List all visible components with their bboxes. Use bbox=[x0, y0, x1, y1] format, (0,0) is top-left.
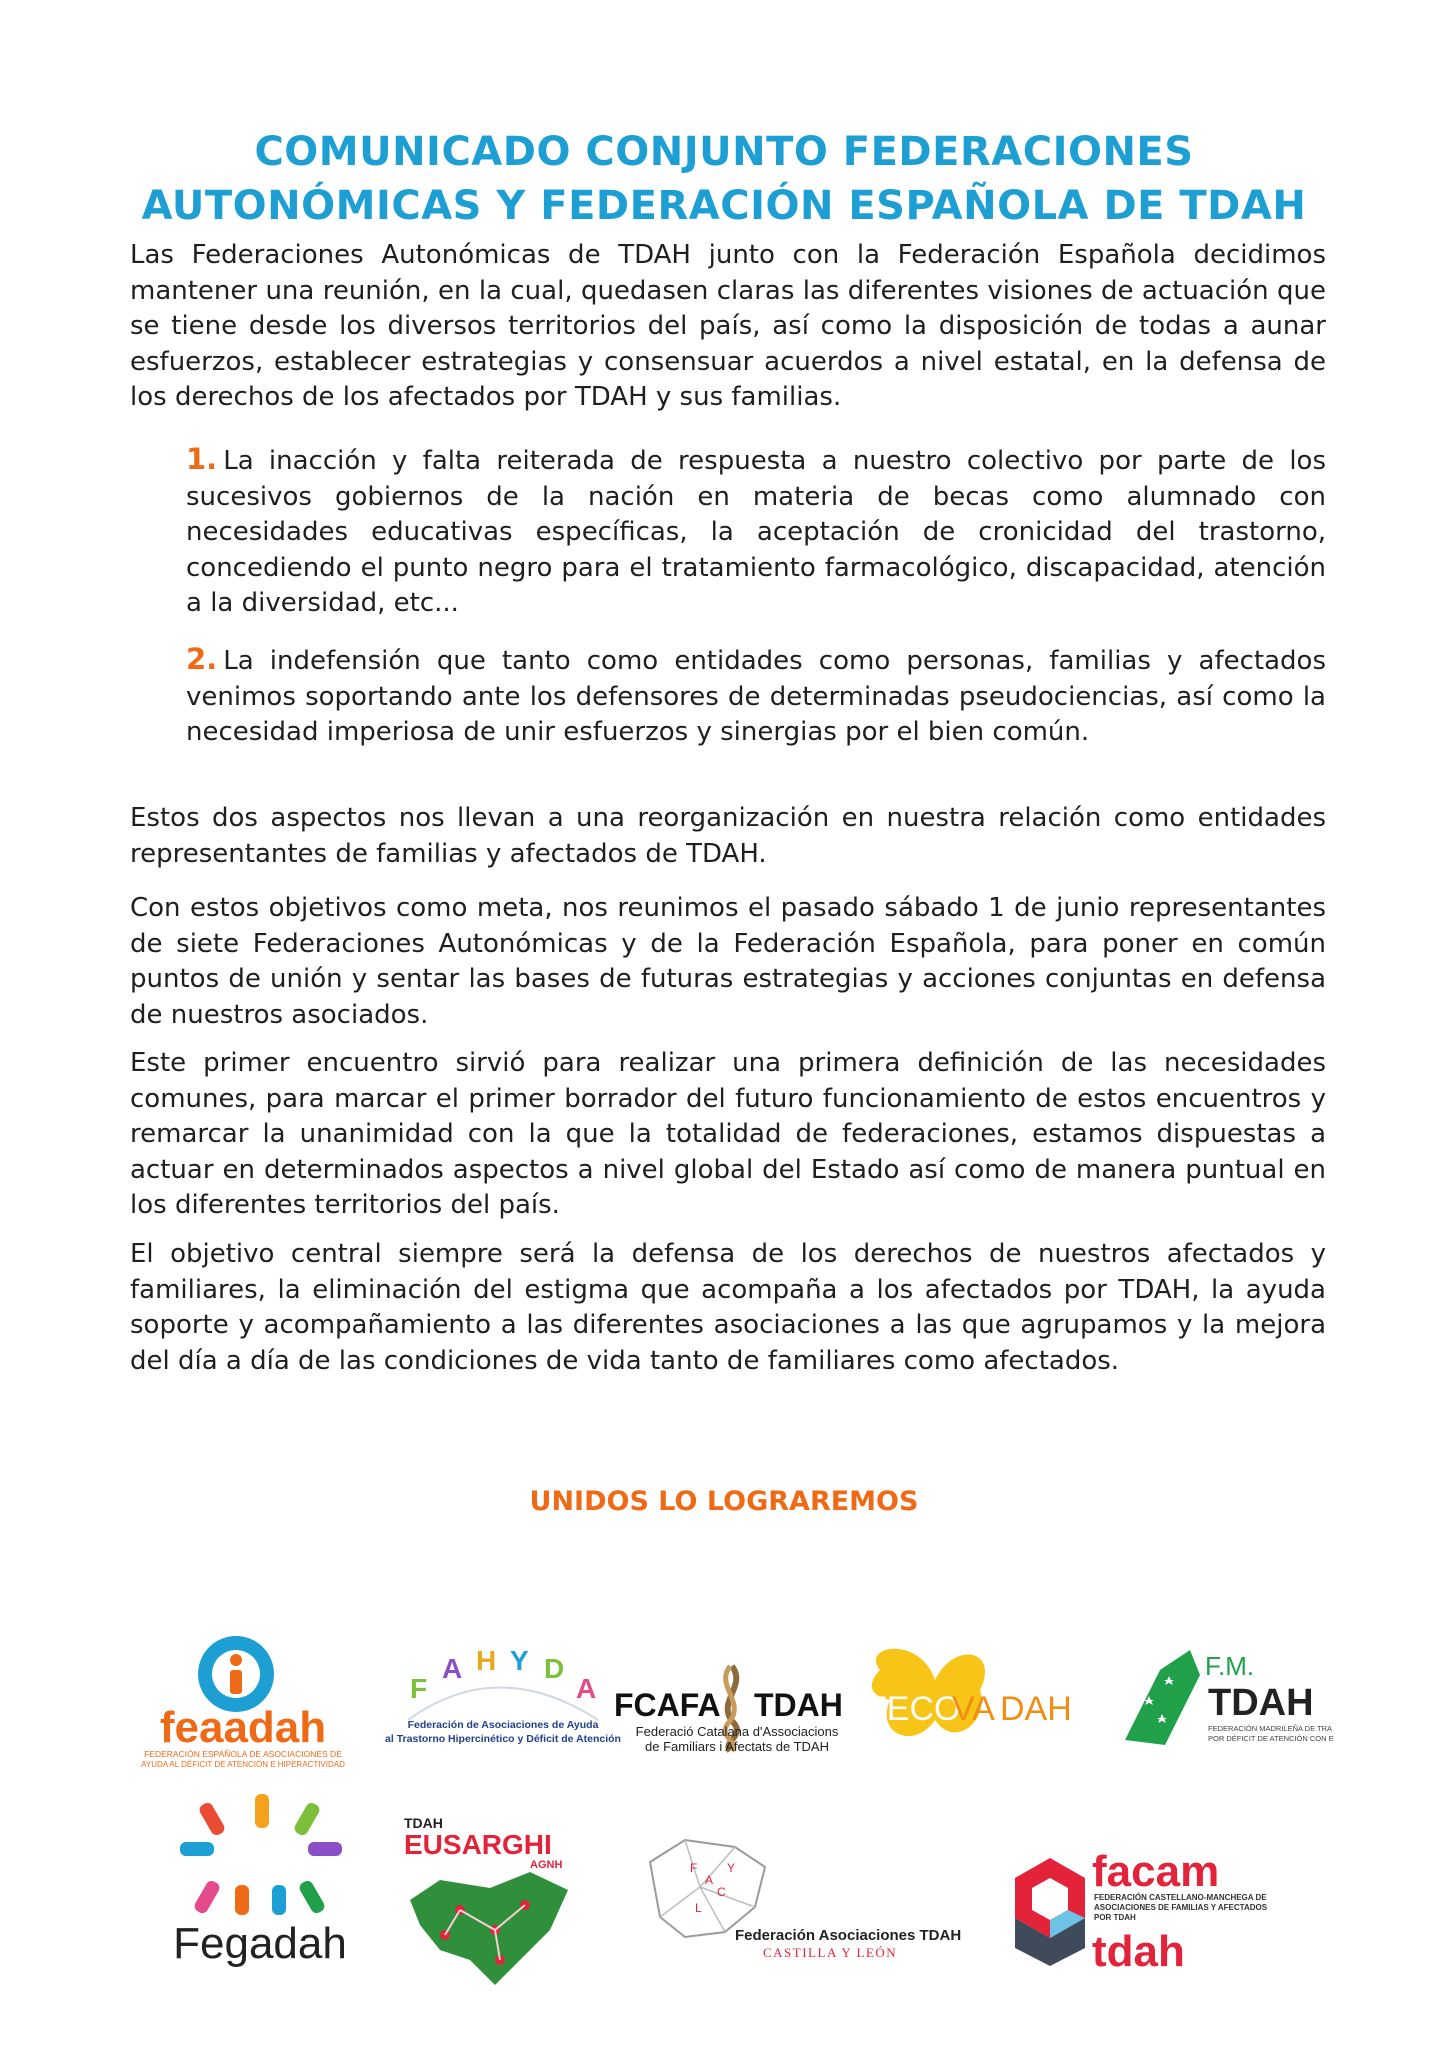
svg-text:Y: Y bbox=[727, 1861, 736, 1875]
svg-text:TDAH: TDAH bbox=[404, 1815, 443, 1831]
svg-text:F: F bbox=[410, 1673, 428, 1704]
fmtdah-logo bbox=[1120, 1645, 1334, 1755]
body-paragraph: Con estos objetivos como meta, nos reunimos el pasado sábado 1 de junio representantes de siete Federaciones Autonómicas y de la Federación Española, para poner en común puntos de unión y sentar las bases de futuras estrategias y acciones conjuntas en defensa de nuestros asociados. bbox=[130, 893, 1326, 1030]
feaadah-name: feaadah bbox=[159, 1703, 327, 1752]
title-line-2: AUTONÓMICAS Y FEDERACIÓN ESPAÑOLA DE TDAH bbox=[141, 183, 1307, 229]
svg-text:FECO: FECO bbox=[866, 1690, 961, 1728]
fecovadah-logo bbox=[860, 1640, 1110, 1760]
svg-text:Federació Catalana d'Associaci: Federació Catalana d'Associacions bbox=[635, 1724, 839, 1739]
madrid-map-icon bbox=[1125, 1650, 1200, 1745]
fahyda-logo bbox=[385, 1645, 621, 1760]
svg-text:A: A bbox=[705, 1873, 714, 1887]
body-paragraph: Estos dos aspectos nos llevan a una reorganización en nuestra relación como entidades representantes de familias y afectados de TDAH. bbox=[130, 803, 1326, 869]
svg-text:Federación de Asociaciones de: Federación de Asociaciones de Ayuda bbox=[407, 1719, 599, 1731]
svg-text:FEDERACIÓN ESPAÑOLA DE ASOCIAC: FEDERACIÓN ESPAÑOLA DE ASOCIACIONES DE bbox=[144, 1749, 342, 1759]
motto: UNIDOS LO LOGRAREMOS bbox=[529, 1486, 919, 1517]
svg-text:TDAH: TDAH bbox=[1208, 1682, 1314, 1724]
svg-text:Y: Y bbox=[510, 1645, 529, 1676]
svg-text:ASOCIACIONES DE FAMILIAS Y AFE: ASOCIACIONES DE FAMILIAS Y AFECTADOS bbox=[1094, 1903, 1268, 1912]
svg-text:DAH: DAH bbox=[1000, 1690, 1072, 1728]
svg-text:C: C bbox=[717, 1885, 726, 1899]
svg-text:D: D bbox=[544, 1653, 565, 1684]
list-number: 1. bbox=[186, 442, 218, 476]
list-text: La indefensión que tanto como entidades como personas, familias y afectados venimos soportando ante los defensores de determinadas pseudociencias, así como la necesidad imperiosa de unir esfuerzos y sinergias por el bien común. bbox=[186, 646, 1326, 747]
svg-text:FEDERACIÓN MADRILEÑA DE TRA: FEDERACIÓN MADRILEÑA DE TRA bbox=[1208, 1724, 1333, 1733]
list-text: La inacción y falta reiterada de respuesta a nuestro colectivo por parte de los sucesivos gobiernos de la nación en materia de becas como alumnado con necesidades educativas específicas, la aceptación de cronicidad del trastorno, concediendo el punto negro para el tratamiento farmacológico, discapacidad, atención a la diversidad, etc... bbox=[186, 446, 1326, 618]
svg-text:tdah: tdah bbox=[1092, 1927, 1185, 1976]
castilla-map-icon bbox=[650, 1840, 765, 1937]
svg-text:L: L bbox=[695, 1901, 702, 1915]
svg-text:AYUDA AL DÉFICIT DE ATENCIÓN E: AYUDA AL DÉFICIT DE ATENCIÓN E HIPERACTIVIDAD bbox=[141, 1760, 345, 1769]
svg-text:POR TDAH: POR TDAH bbox=[1094, 1913, 1136, 1922]
svg-text:EUSARGHI: EUSARGHI bbox=[404, 1829, 552, 1860]
document-title bbox=[0, 125, 1448, 233]
svg-text:FCAFA: FCAFA bbox=[614, 1687, 721, 1723]
svg-text:Federación Asociaciones TDAH: Federación Asociaciones TDAH bbox=[735, 1927, 962, 1944]
feaadah-logo bbox=[118, 1632, 368, 1772]
svg-text:F.M.: F.M. bbox=[1205, 1651, 1255, 1681]
svg-text:POR DÉFICIT DE ATENCIÓN CON E: POR DÉFICIT DE ATENCIÓN CON E bbox=[1208, 1734, 1334, 1743]
svg-text:facam: facam bbox=[1092, 1847, 1220, 1896]
list-item bbox=[186, 442, 1326, 622]
body-paragraph: Este primer encuentro sirvió para realizar una primera definición de las necesidades comunes, para marcar el primer borrador del futuro funcionamiento de estos encuentros y remarcar la unanimidad con la que la totalidad de federaciones, estamos dispuestas a actuar en determinados aspectos a nivel global del Estado así como de manera puntual en los diferentes territorios del país. bbox=[130, 1048, 1326, 1220]
facam-logo bbox=[1010, 1838, 1330, 1988]
svg-text:F: F bbox=[690, 1861, 698, 1875]
svg-text:TDAH: TDAH bbox=[754, 1687, 843, 1723]
svg-text:A: A bbox=[442, 1653, 463, 1684]
fegadah-people-icon bbox=[180, 1794, 342, 1915]
svg-text:FEDERACIÓN CASTELLANO-MANCHEGA: FEDERACIÓN CASTELLANO-MANCHEGA DE bbox=[1094, 1893, 1267, 1902]
title-line-1: COMUNICADO CONJUNTO FEDERACIONES bbox=[254, 129, 1194, 175]
svg-text:al Trastorno Hipercinético y D: al Trastorno Hipercinético y Déficit de Atención bbox=[385, 1733, 621, 1745]
intro-text: Las Federaciones Autonómicas de TDAH junto con la Federación Española decidimos mantener una reunión, en la cual, quedasen claras las diferentes visiones de actuación que se tiene desde los diversos territorios del país, así como la disposición de todas a aunar esfuerzos, establecer estrategias y consensuar acuerdos a nivel estatal, en la defensa de los derechos de los afectados por TDAH y sus familias. bbox=[130, 240, 1326, 412]
list-number: 2. bbox=[186, 642, 218, 676]
fegadah-logo bbox=[160, 1790, 360, 1970]
svg-text:Fegadah: Fegadah bbox=[173, 1919, 347, 1968]
svg-text:AGNH: AGNH bbox=[530, 1859, 563, 1871]
body-paragraph: El objetivo central siempre será la defensa de los derechos de nuestros afectados y familiares, la eliminación del estigma que acompaña a los afectados por TDAH, la ayuda soporte y acompañamiento a las diferentes asociaciones a las que agrupamos y la mejora del día a día de las condiciones de vida tanto de familiares como afectados. bbox=[130, 1239, 1326, 1376]
castilla-leon-logo bbox=[645, 1832, 965, 1962]
svg-text:H: H bbox=[476, 1645, 497, 1676]
list-item bbox=[186, 642, 1326, 751]
svg-text:VA: VA bbox=[952, 1690, 995, 1728]
svg-text:CASTILLA Y LEÓN: CASTILLA Y LEÓN bbox=[763, 1945, 898, 1960]
eusarghi-logo bbox=[400, 1810, 580, 1990]
svg-text:A: A bbox=[576, 1673, 597, 1704]
intro-paragraph bbox=[130, 238, 1326, 416]
svg-text:de Familiars i Afectats de TDA: de Familiars i Afectats de TDAH bbox=[645, 1739, 829, 1754]
basque-map-icon bbox=[410, 1872, 568, 1985]
fcafa-logo bbox=[612, 1656, 862, 1756]
facam-cube-icon bbox=[1015, 1858, 1085, 1966]
